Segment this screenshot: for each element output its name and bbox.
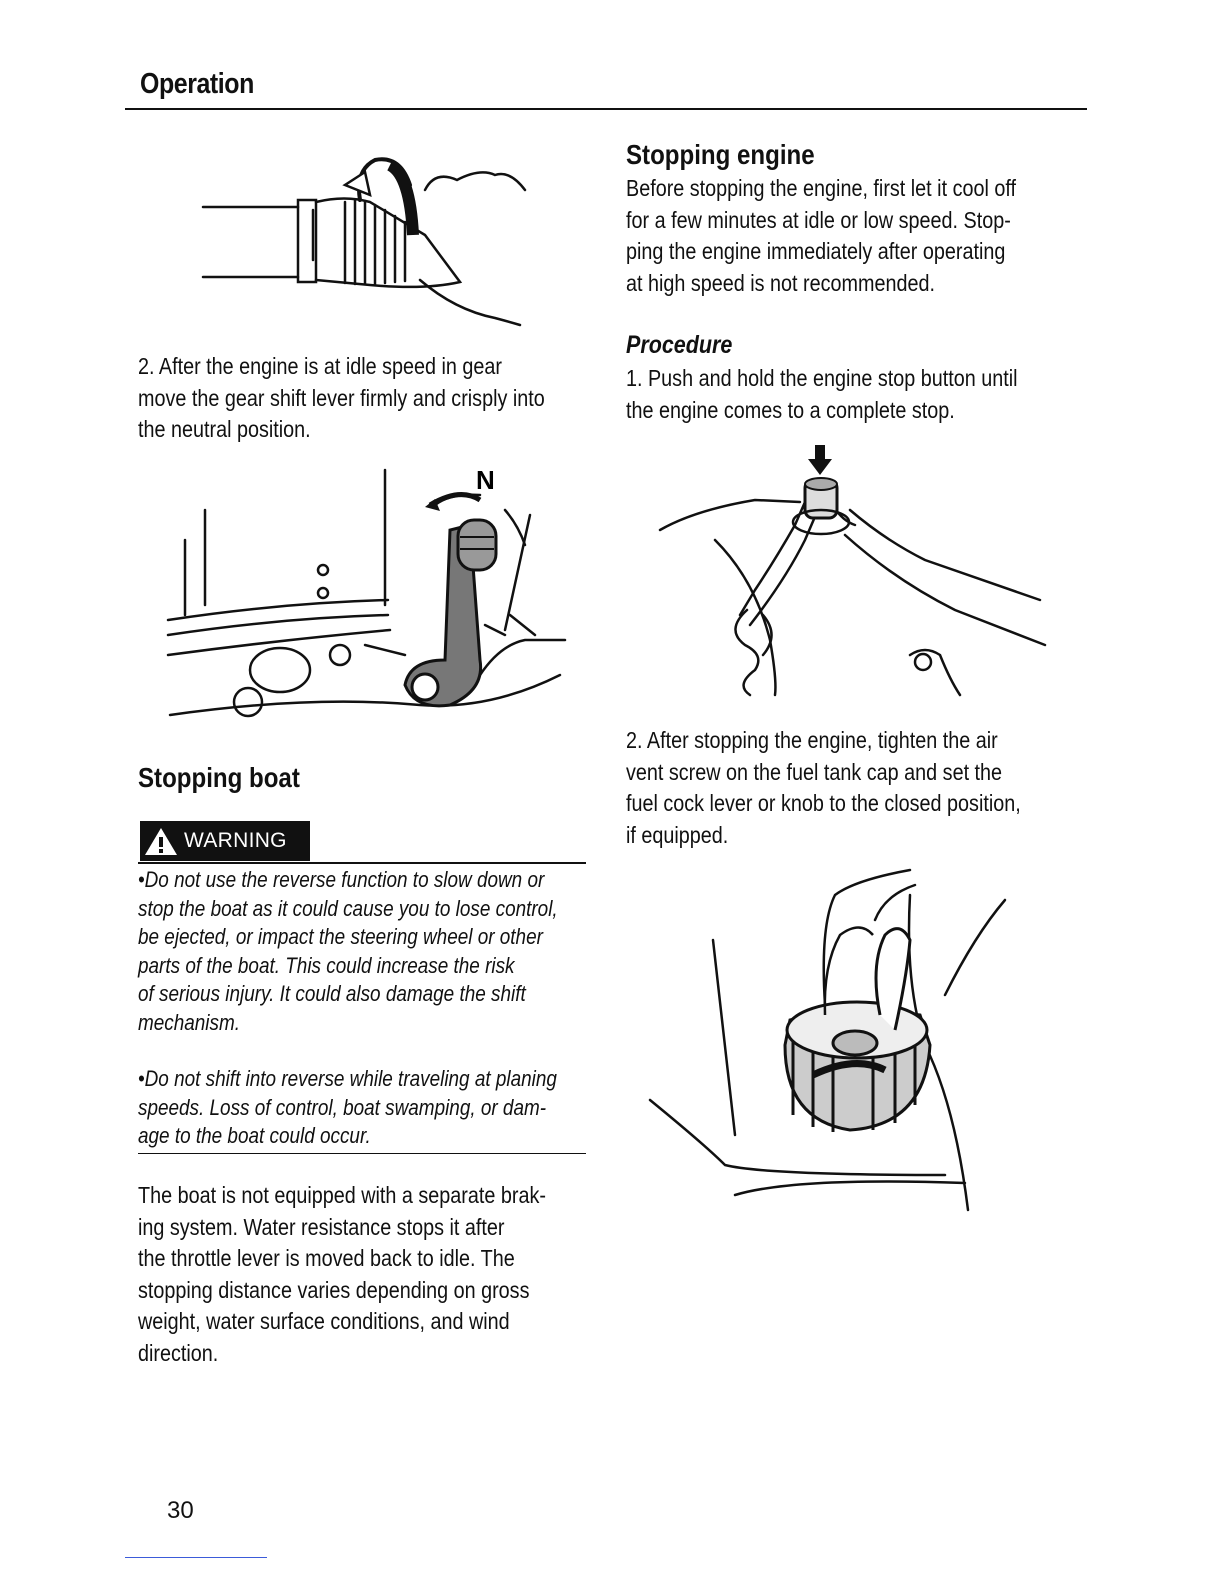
- stopping-boat-heading: Stopping boat: [138, 762, 300, 793]
- gear-shift-lever-illustration: [160, 465, 575, 740]
- section-title: Operation: [140, 68, 254, 100]
- stopping-engine-intro-text: Before stopping the engine, first let it cool off for a few minutes at idle or low speed. Stop- ping the engine immediately after operating at high speed is not recommended.: [626, 175, 1016, 296]
- warning-rule-top: [138, 862, 586, 864]
- warning-triangle-icon: [144, 826, 178, 856]
- throttle-grip-illustration: [195, 150, 540, 335]
- neutral-position-label: N: [476, 465, 495, 495]
- header-rule: [125, 108, 1087, 110]
- bottom-link-underline: [125, 1557, 267, 1558]
- warning-item-reverse-slowdown: •Do not use the reverse function to slow down or stop the boat as it could cause you to lose control, be ejected, or impact the steering wheel or other parts of the boat. This could increase the risk of serious injury. It could also damage the shift mechanism.: [138, 867, 558, 1035]
- warning-banner: [140, 821, 310, 861]
- procedure-step2-text: 2. After stopping the engine, tighten the air vent screw on the fuel tank cap and set the fuel cock lever or knob to the closed position, if equipped.: [626, 727, 1021, 848]
- procedure-heading: Procedure: [626, 331, 733, 359]
- warning-item-reverse-planing: •Do not shift into reverse while traveling at planing speeds. Loss of control, boat swamping, or dam- age to the boat could occur.: [138, 1066, 557, 1149]
- stopping-engine-heading: Stopping engine: [626, 139, 815, 170]
- fuel-tank-cap-illustration: [645, 865, 1015, 1215]
- warning-label: WARNING: [184, 829, 287, 852]
- step2-gear-shift-text: 2. After the engine is at idle speed in gear move the gear shift lever firmly and crisply into the neutral position.: [138, 353, 545, 442]
- warning-rule-bottom: [138, 1153, 586, 1154]
- page-number: 30: [167, 1497, 194, 1524]
- procedure-step1-text: 1. Push and hold the engine stop button until the engine comes to a complete stop.: [626, 365, 1018, 423]
- braking-system-text: The boat is not equipped with a separate brak- ing system. Water resistance stops it after the throttle lever is moved back to idle. The stopping distance varies depending on gross weight, water surface conditions, and wind direction.: [138, 1182, 546, 1366]
- engine-stop-button-illustration: [655, 440, 1050, 700]
